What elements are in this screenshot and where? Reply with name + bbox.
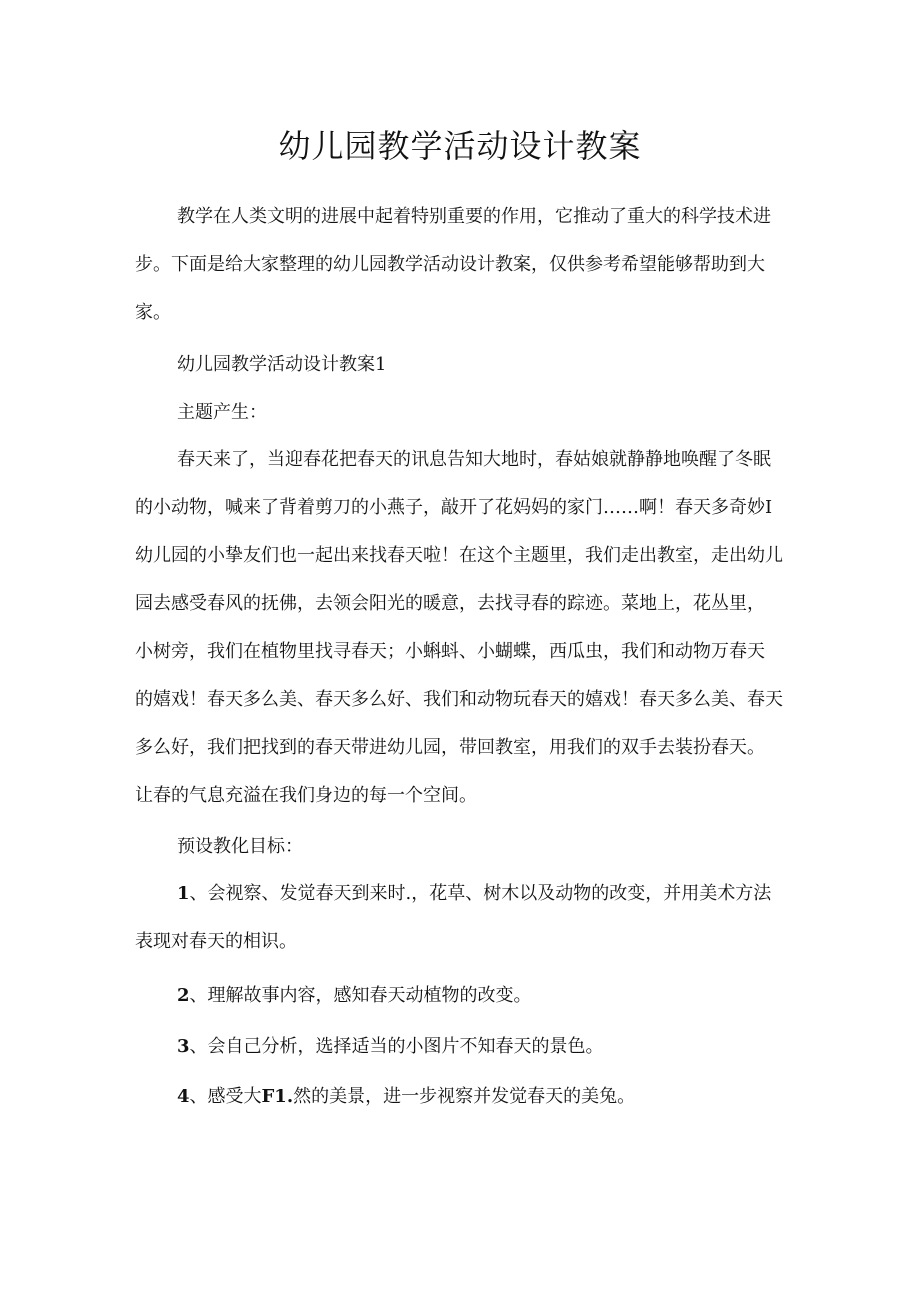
theme-line: 多么好，我们把找到的春天带进幼儿园，带回教室，用我们的双手去装扮春天。 <box>135 737 765 758</box>
goal-4-text-bold: F1. <box>261 1086 294 1107</box>
intro-paragraph <box>135 193 787 337</box>
goal-4-number: 4 <box>177 1086 190 1107</box>
goal-1-text: 、会视察、发觉春天到来时.，花草、树木以及动物的改变，并用美术方法 <box>189 883 772 904</box>
goal-2-number: 2 <box>177 985 190 1006</box>
goal-2-line <box>135 972 787 1020</box>
goal-1-line <box>135 870 787 918</box>
goal-2-text: 、理解故事内容，感知春天动植物的改变。 <box>189 985 532 1006</box>
theme-paragraph <box>135 436 787 820</box>
section-heading-block <box>135 341 787 389</box>
goal-3-line <box>135 1023 787 1071</box>
goal-1-number: 1 <box>177 883 190 904</box>
theme-line: 园去感受春风的抚佛，去领会阳光的暖意，去找寻春的踪迹。菜地上，花丛里， <box>135 593 765 614</box>
intro-line: 家。 <box>135 302 171 323</box>
goal-4-text-pre: 、感受大 <box>189 1086 262 1107</box>
goal-1 <box>135 870 787 966</box>
theme-line: 的嬉戏！春天多么美、春天多么好、我们和动物玩春天的嬉戏！春天多么美、春天 <box>135 689 783 710</box>
goal-3 <box>135 1023 787 1071</box>
section-heading: 幼儿园教学活动设计教案1 <box>177 354 387 375</box>
goals-label-block <box>135 823 787 871</box>
theme-label: 主题产生： <box>177 402 267 423</box>
theme-line: 小树旁，我们在植物里找寻春天；小蝌蚪、小蝴蝶，西瓜虫，我们和动物万春天 <box>135 641 765 662</box>
theme-line: 让春的气息充溢在我们身边的每一个空间。 <box>135 785 477 806</box>
goal-3-number: 3 <box>177 1036 190 1057</box>
theme-label-block <box>135 389 787 437</box>
goal-4-text-post: 然的美景，进一步视察并发觉春天的美兔。 <box>293 1086 636 1107</box>
theme-line: 幼儿园的小挚友们也一起出来找春天啦！在这个主题里，我们走出教室，走出幼儿 <box>135 545 783 566</box>
document-title: 幼儿园教学活动设计教案 <box>278 127 642 165</box>
goal-4-line <box>135 1073 787 1121</box>
theme-line: 的小动物，喊来了背着剪刀的小燕子，敲开了花妈妈的家门……啊！春天多奇妙I <box>135 497 773 518</box>
goal-4 <box>135 1073 787 1121</box>
goal-3-text: 、会自己分析，选择适当的小图片不知春天的景色。 <box>189 1036 604 1057</box>
intro-line: 教学在人类文明的进展中起着特别重要的作用，它推动了重大的科学技术进 <box>177 206 771 227</box>
theme-line: 春天来了，当迎春花把春天的讯息告知大地时，春姑娘就静静地唤醒了冬眠 <box>177 449 771 470</box>
goal-2 <box>135 972 787 1020</box>
goals-label: 预设教化目标： <box>177 836 303 857</box>
goal-1-line: 表现对春天的相识。 <box>135 931 297 952</box>
intro-line: 步。下面是给大家整理的幼儿园教学活动设计教案，仅供参考希望能够帮助到大 <box>135 254 765 275</box>
